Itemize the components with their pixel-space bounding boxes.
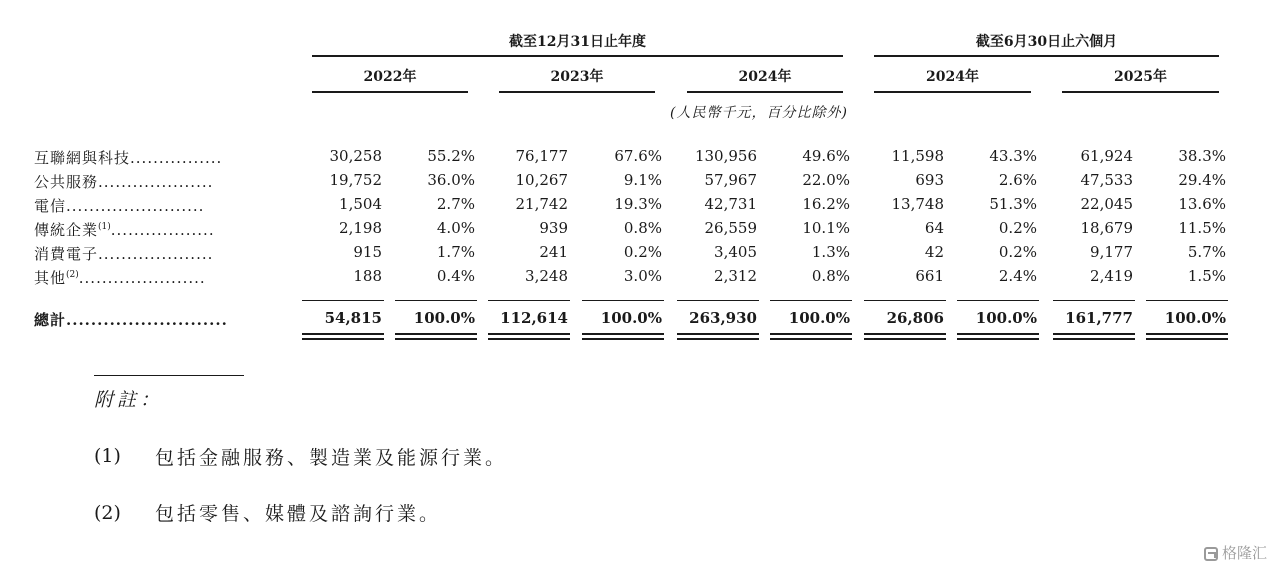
amount-cell: 241 (539, 243, 568, 261)
percent-cell: 2.6% (998, 171, 1037, 189)
note-1-index: (1) (94, 445, 121, 467)
amount-cell: 21,742 (515, 195, 568, 213)
percent-cell: 67.6% (614, 147, 662, 165)
percent-cell: 4.0% (436, 219, 475, 237)
row-label (34, 267, 206, 288)
dot-leader: .................. (110, 221, 215, 239)
total-double-rule (1053, 333, 1135, 335)
year-header-2023: 2023年 (550, 69, 604, 85)
amount-cell: 939 (539, 219, 568, 237)
percent-cell: 16.2% (802, 195, 850, 213)
year-rule-2023 (499, 91, 655, 93)
total-double-rule (302, 338, 384, 340)
total-double-rule (1053, 338, 1135, 340)
year-header-2024: 2024年 (738, 69, 792, 85)
row-label-text: 總計 (34, 311, 67, 329)
total-top-rule (395, 300, 477, 301)
percent-cell: 2.4% (998, 267, 1037, 285)
amount-cell: 1,504 (339, 195, 382, 213)
percent-cell: 0.4% (436, 267, 475, 285)
year-rule-2024 (687, 91, 843, 93)
total-double-rule (488, 338, 570, 340)
amount-cell: 57,967 (704, 171, 757, 189)
row-label-text: 互聯網與科技 (34, 149, 131, 167)
unit-note: (人民幣千元，百分比除外) (670, 105, 848, 121)
amount-cell: 54,815 (324, 309, 382, 327)
percent-cell: 3.0% (623, 267, 662, 285)
amount-cell: 161,777 (1065, 309, 1133, 327)
dot-leader: ................ (130, 149, 223, 167)
amount-cell: 18,679 (1080, 219, 1133, 237)
amount-cell: 9,177 (1090, 243, 1133, 261)
row-label-text: 消費電子 (34, 245, 99, 263)
row-label-text: 電信 (34, 197, 67, 215)
percent-cell: 100.0% (788, 309, 850, 327)
amount-cell: 112,614 (500, 309, 568, 327)
amount-cell: 188 (353, 267, 382, 285)
row-label (34, 219, 215, 240)
amount-cell: 2,198 (339, 219, 382, 237)
year-rule-2024-half (874, 91, 1031, 93)
percent-cell: 1.3% (811, 243, 850, 261)
percent-cell: 100.0% (600, 309, 662, 327)
total-label (34, 309, 228, 330)
total-double-rule (957, 333, 1039, 335)
header-annual-rule (312, 55, 843, 57)
percent-cell: 2.7% (436, 195, 475, 213)
total-double-rule (770, 338, 852, 340)
amount-cell: 42 (924, 243, 944, 261)
total-top-rule (770, 300, 852, 301)
amount-cell: 3,405 (714, 243, 757, 261)
total-double-rule (395, 338, 477, 340)
row-label (34, 147, 222, 168)
watermark-text: 格隆汇 (1222, 544, 1268, 562)
amount-cell: 26,559 (704, 219, 757, 237)
total-double-rule (582, 333, 664, 335)
row-label (34, 243, 213, 264)
total-double-rule (770, 333, 852, 335)
header-half-rule (874, 55, 1219, 57)
total-double-rule (677, 333, 759, 335)
percent-cell: 0.2% (623, 243, 662, 261)
percent-cell: 49.6% (802, 147, 850, 165)
amount-cell: 19,752 (329, 171, 382, 189)
row-label-text: 傳統企業 (34, 221, 99, 239)
dot-leader: ...................... (78, 269, 206, 287)
notes-title: 附註： (94, 389, 164, 411)
amount-cell: 2,419 (1090, 267, 1133, 285)
total-top-rule (1053, 300, 1135, 301)
amount-cell: 10,267 (515, 171, 568, 189)
percent-cell: 29.4% (1178, 171, 1226, 189)
watermark (1204, 542, 1267, 563)
footnote-ref: (1) (98, 222, 111, 232)
amount-cell: 42,731 (704, 195, 757, 213)
dot-leader: .......................... (66, 311, 228, 329)
amount-cell: 61,924 (1080, 147, 1133, 165)
total-double-rule (864, 333, 946, 335)
amount-cell: 263,930 (689, 309, 757, 327)
total-double-rule (1146, 338, 1228, 340)
dot-leader: .................... (98, 245, 214, 263)
note-2-text: 包括零售、媒體及諮詢行業。 (155, 503, 442, 525)
amount-cell: 661 (915, 267, 944, 285)
percent-cell: 38.3% (1178, 147, 1226, 165)
amount-cell: 76,177 (515, 147, 568, 165)
percent-cell: 51.3% (989, 195, 1037, 213)
row-label-text: 其他 (34, 269, 67, 287)
watermark-logo-icon (1204, 547, 1218, 561)
year-header-2024-half: 2024年 (926, 69, 979, 85)
total-top-rule (302, 300, 384, 301)
year-header-2025-half: 2025年 (1114, 69, 1167, 85)
total-double-rule (395, 333, 477, 335)
year-rule-2025-half (1062, 91, 1219, 93)
amount-cell: 22,045 (1080, 195, 1133, 213)
percent-cell: 10.1% (802, 219, 850, 237)
total-top-rule (582, 300, 664, 301)
total-double-rule (582, 338, 664, 340)
note-2-index: (2) (94, 502, 121, 524)
amount-cell: 26,806 (886, 309, 944, 327)
percent-cell: 55.2% (427, 147, 475, 165)
total-top-rule (957, 300, 1039, 301)
amount-cell: 11,598 (891, 147, 944, 165)
percent-cell: 19.3% (614, 195, 662, 213)
percent-cell: 0.8% (811, 267, 850, 285)
dot-leader: .................... (98, 173, 214, 191)
total-top-rule (1146, 300, 1228, 301)
percent-cell: 1.7% (436, 243, 475, 261)
total-top-rule (677, 300, 759, 301)
amount-cell: 2,312 (714, 267, 757, 285)
percent-cell: 11.5% (1178, 219, 1226, 237)
amount-cell: 64 (924, 219, 944, 237)
amount-cell: 30,258 (329, 147, 382, 165)
amount-cell: 130,956 (694, 147, 757, 165)
dot-leader: ........................ (66, 197, 205, 215)
percent-cell: 5.7% (1187, 243, 1226, 261)
percent-cell: 1.5% (1187, 267, 1226, 285)
total-double-rule (1146, 333, 1228, 335)
amount-cell: 13,748 (891, 195, 944, 213)
footnote-ref: (2) (66, 270, 79, 280)
total-top-rule (864, 300, 946, 301)
row-label (34, 195, 204, 216)
total-top-rule (488, 300, 570, 301)
percent-cell: 100.0% (975, 309, 1037, 327)
percent-cell: 36.0% (427, 171, 475, 189)
amount-cell: 3,248 (525, 267, 568, 285)
total-double-rule (488, 333, 570, 335)
percent-cell: 0.8% (623, 219, 662, 237)
percent-cell: 100.0% (413, 309, 475, 327)
total-double-rule (864, 338, 946, 340)
percent-cell: 0.2% (998, 219, 1037, 237)
total-double-rule (677, 338, 759, 340)
header-six-months: 截至6月30日止六個月 (975, 34, 1118, 50)
header-annual: 截至12月31日止年度 (509, 34, 646, 50)
percent-cell: 43.3% (989, 147, 1037, 165)
amount-cell: 47,533 (1080, 171, 1133, 189)
note-1-text: 包括金融服務、製造業及能源行業。 (155, 447, 508, 469)
percent-cell: 9.1% (623, 171, 662, 189)
notes-divider (94, 375, 244, 376)
percent-cell: 0.2% (998, 243, 1037, 261)
year-rule-2022 (312, 91, 468, 93)
percent-cell: 22.0% (802, 171, 850, 189)
total-double-rule (957, 338, 1039, 340)
year-header-2022: 2022年 (363, 69, 417, 85)
percent-cell: 13.6% (1178, 195, 1226, 213)
row-label-text: 公共服務 (34, 173, 99, 191)
percent-cell: 100.0% (1164, 309, 1226, 327)
amount-cell: 915 (353, 243, 382, 261)
row-label (34, 171, 213, 192)
amount-cell: 693 (915, 171, 944, 189)
total-double-rule (302, 333, 384, 335)
